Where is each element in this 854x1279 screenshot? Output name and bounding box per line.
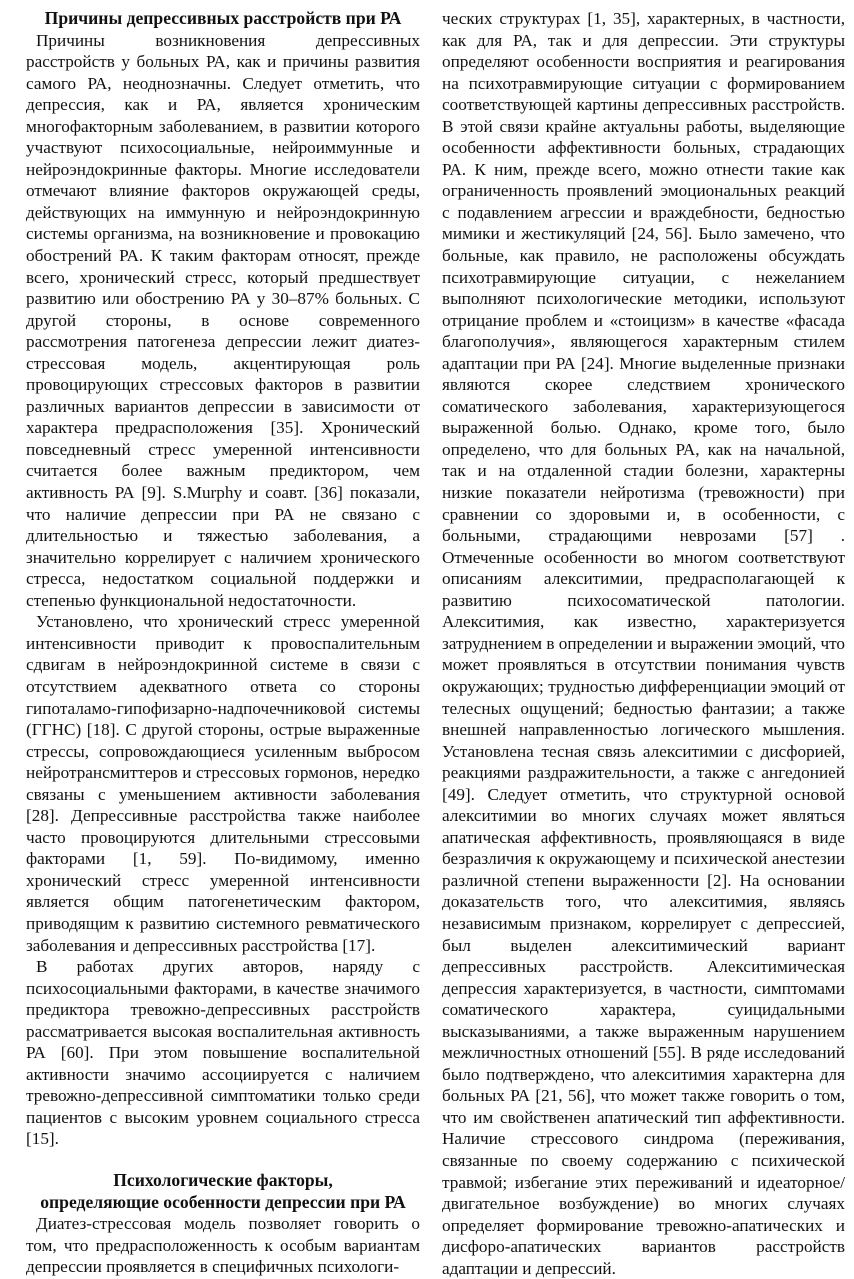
left-column — [26, 8, 420, 1278]
paragraph-psychological-1: Диатез-стрессовая модель позволяет говорить о том, что предрасположенность к особым вариантам депрессии проявляется в специфичных психологи- — [26, 1214, 420, 1277]
paragraph-causes-1: Причины возникновения депрессивных расстройств у больных РА, как и причины развития самого РА, неоднозначны. Следует отметить, что депрессия, как и РА, является хроническим многофакторным заболеванием, в развитии которого участвуют психосоциальные, нейроиммунные и нейроэндокринные факторы. Многие исследователи отмечают влияние факторов окружающей среды, действующих на иммунную и нейроэндокринную системы организма, на возникновение и провокацию обострений РА. К таким факторам относят, прежде всего, хронический стресс, который предшествует развитию или обострению РА у 30–87% больных. С другой стороны, в основе современного рассмотрения патогенеза депрессии лежит диатез-стрессовая модель, акцентирующая роль провоцирующих стрессовых факторов в развитии различных вариантов депрессии в зависимости от характера предрасположения [35]. Хронический повседневный стресс умеренной интенсивности считается более важным предиктором, чем активность РА [9]. S.Murphy и соавт. [36] показали, что наличие депрессии при РА не связано с длительностью и тяжестью заболевания, а значительно коррелирует с наличием хронического стресса, недостатком социальной поддержки и степенью функциональной недостаточности. — [26, 30, 420, 610]
paragraph-causes-2: Установлено, что хронический стресс умеренной интенсивности приводит к провоспалительным сдвигам в нейроэндокринной системе в связи с отсутствием адекватного ответа со стороны гипоталамо-гипофизарно-надпочечниковой системы (ГГНС) [18]. С другой стороны, острые выраженные стрессы, сопровождающиеся усиленным выбросом нейротрансмиттеров и стрессовых гормонов, нередко связаны с уменьшением активности заболевания [28]. Депрессивные расстройства также наиболее часто провоцируются длительными стрессовыми факторами [1, 59]. По-видимому, именно хронический стресс умеренной интенсивности является общим патогенетическим фактором, приводящим к развитию системного ревматического заболевания и депрессивных расстройства [17]. — [26, 612, 420, 955]
section-heading-causes: Причины депрессивных расстройств при РА — [44, 8, 402, 28]
paragraph-causes-3: В работах других авторов, наряду с психосоциальными факторами, в качестве значимого предиктора тревожно-депрессивных расстройств рассматривается высокая воспалительная активность РА [60]. При этом повышение воспалительной активности значимо ассоциируется с наличием тревожно-депрессивной симптоматики только среди пациентов с высоким уровнем социального стресса [15]. — [26, 957, 420, 1149]
section-heading-psychological — [26, 1170, 420, 1213]
section-heading-psychological-line1: Психологические факторы, — [113, 1169, 333, 1190]
paragraph-psychological-continued: ческих структурах [1, 35], характерных, в частности, как для РА, так и для депрессии. Эти структуры определяют особенности восприятия и реагирования на психотравмирующие ситуации с формированием соответствующей картины депрессивных расстройств. В этой связи крайне актуальны работы, выделяющие особенности аффективности больных, страдающих РА. К ним, прежде всего, можно отнести такие как ограниченность проявлений эмоциональных реакций с подавлением агрессии и враждебности, бедностью мимики и жестикуляций [24, 56]. Было замечено, что больные, как правило, не расположены обсуждать психотравмирующие ситуации, с нежеланием выполняют психологические методики, используют отрицание проблем и «стоицизм» в качестве «фасада благополучия», являющегося характерным стилем адаптации при РА [24]. Многие выделенные признаки являются скорее следствием хронического соматического заболевания, характеризующегося выраженной болью. Однако, кроме того, было определено, что для больных РА, как на начальной, так и на отдаленной стадии болезни, характерны низкие показатели нейротизма (тревожности) при сравнении со здоровыми и, в особенности, с больными, страдающими неврозами [57] . Отмеченные особенности во многом соответствуют описаниям алекситимии, предрасполагающей к развитию психосоматической патологии. Алекситимия, как известно, характеризуется затруднением в определении и выражении эмоций, что может проявляться в отсутствии понимания чувств окружающих; трудностью дифференциации эмоций от телесных ощущений; бедностью фантазии; а также внешней направленностью логического мышления. Установлена тесная связь алекситимии с дисфорией, реакциями раздражительности, а также с ангедонией [49]. Следует отметить, что структурной основой алекситимии во многих случаях может являться апатическая аффективность, проявляющаяся в виде безразличия к окружающему и психической анестезии различной степени выраженности [2]. На основании доказательств того, что алекситимия, являясь независимым признаком, коррелирует с депрессией, был выделен алекситимический вариант депрессивных расстройств. Алекситимическая депрессия характеризуется, в частности, симптомами соматического характера, суицидальными высказываниями, а также выраженным нарушением межличностных отношений [55]. В ряде исследований было подтверждено, что алекситимия характерна для больных РА [21, 56], что может также говорить о том, что им свойственен апатический тип аффективности. Наличие стрессового синдрома (переживания, связанные по своему содержанию с психической травмой; избегание этих переживаний и идеаторное/двигательное возбуждение) во многих случаях определяет формирование тревожно-апатических и дисфоро-апатических вариантов расстройств адаптации и депрессий. — [442, 9, 845, 1278]
section-heading-psychological-line2: определяющие особенности депрессии при РА — [40, 1191, 406, 1212]
right-column — [442, 8, 845, 1279]
